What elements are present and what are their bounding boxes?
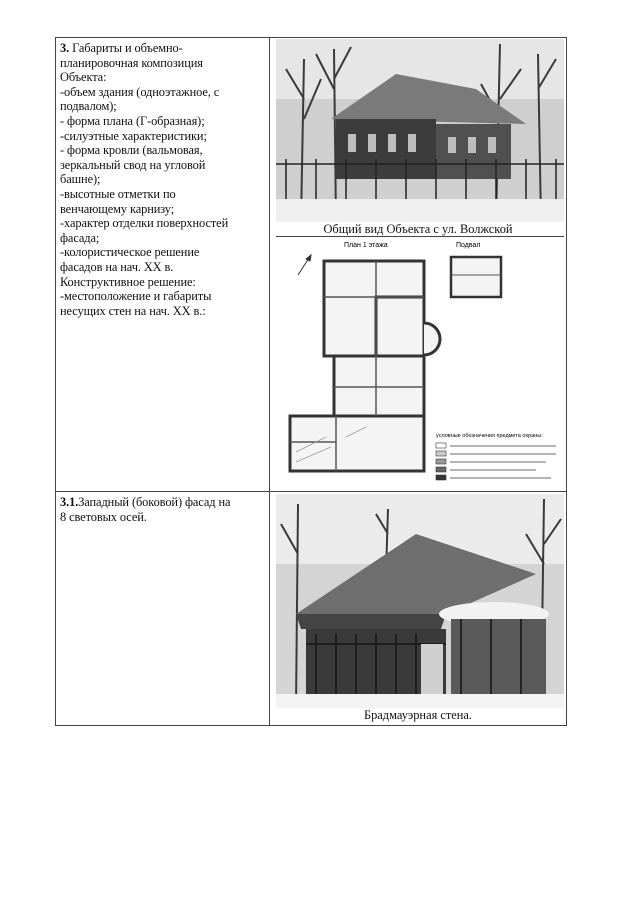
row1-line: планировочная композиция [60,55,203,70]
plan-label-basement: Подвал [456,242,481,249]
row1-line: -колористическое решение [60,245,200,260]
row2-line: Западный (боковой) фасад на [78,495,231,509]
floor-plan-drawing [276,237,564,491]
building-photo [276,39,564,222]
row2-illustration-cell [270,492,567,726]
row2-description-cell [56,492,270,726]
row1-description-cell [56,38,270,492]
row2-line: 8 световых осей. [60,509,147,524]
north-arrow-icon [298,255,311,275]
row1-line: фасадов на нач. XX в. [60,259,174,274]
plan-legend [436,443,556,480]
row1-line: -характер отделки поверхностей [60,216,229,231]
photo-caption: Брадмауэрная стена. [363,708,473,722]
table-row [56,38,567,492]
row1-line: -высотные отметки по [60,186,176,201]
row1-line: Конструктивное решение: [60,274,196,289]
row2-number: 3.1. [60,495,79,509]
row1-line: - форма кровли (вальмовая, [60,143,203,158]
row1-line: - форма плана (Г-образная); [60,113,205,128]
row1-line: -объем здания (одноэтажное, с [60,84,220,99]
row1-line: Габариты и объемно- [72,41,183,55]
building-photo-image [276,39,564,222]
photo-caption: Общий вид Объекта с ул. Волжской [323,222,513,236]
plan-label-main: План 1 этажа [344,242,388,249]
legend-title: условные обозначения предмета охраны: [436,433,543,439]
row2-text [56,492,269,524]
row1-line: фасада; [60,230,100,245]
floor-plan [276,236,564,491]
row1-text [56,38,269,318]
row1-line: зеркальный свод на угловой [60,157,206,172]
row1-line: венчающему карнизу; [60,201,175,216]
row1-line: подвалом); [60,99,117,114]
row1-number: 3. [60,41,70,55]
row1-line: несущих стен на нач. XX в.: [60,303,206,318]
row1-line: -местоположение и габариты [60,289,212,304]
firewall-photo-image [276,494,564,708]
row1-photo-panel [270,39,566,236]
protection-subject-table [55,37,567,726]
row1-line: башне); [60,172,101,187]
row1-line: Объекта: [60,70,107,85]
row1-illustration-cell [270,38,567,492]
row1-line: -силуэтные характеристики; [60,128,207,143]
firewall-photo [276,494,564,708]
table-row [56,492,567,726]
